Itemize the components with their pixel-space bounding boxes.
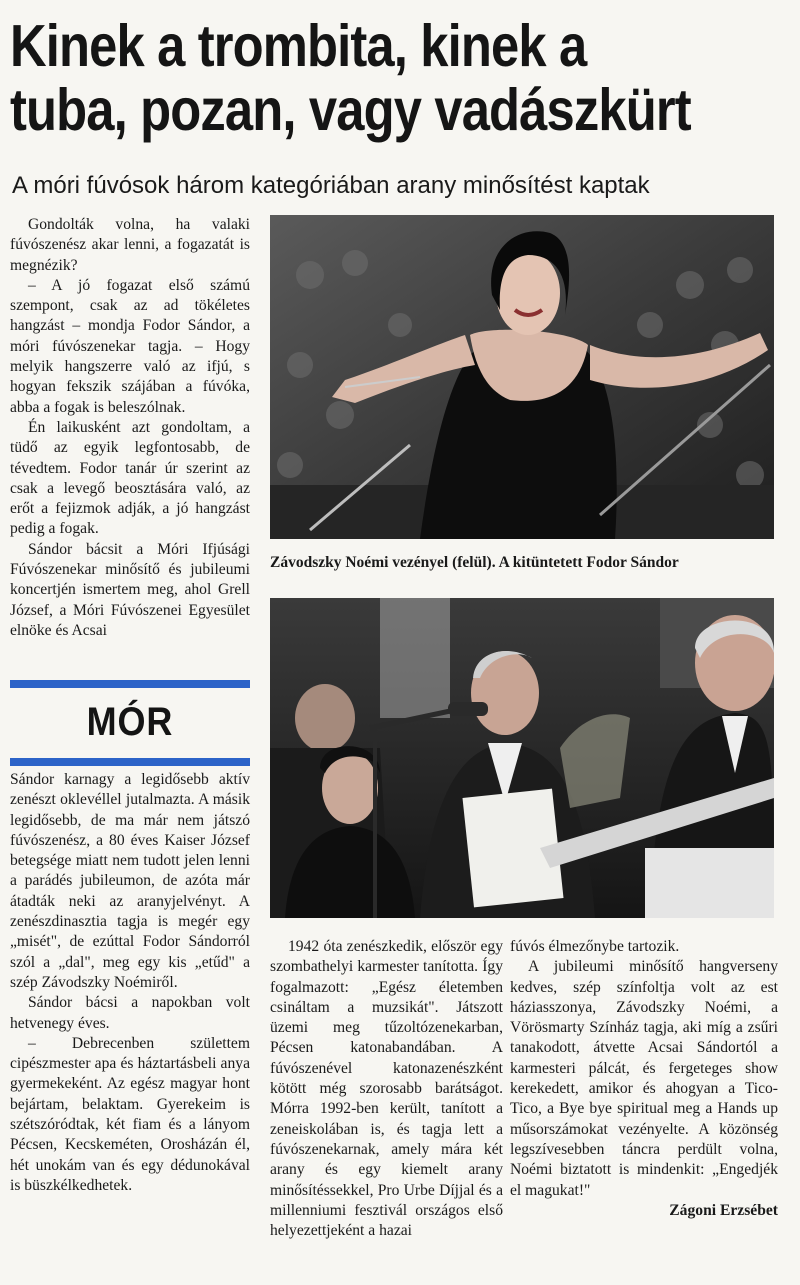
section-divider-bottom — [10, 758, 250, 766]
section-divider-top — [10, 680, 250, 688]
paragraph: A jubileumi minősítő hangverseny kedves, szép színfoltja volt az est háziasszonya, Závodszky Noémi, a Vörösmarty Színház tagja, aki míg a zsűri tanakodott, átvette Acsai Sándortól a karmesteri pálcát, és fergeteges show kerekedett, amikor és ahogyan a Tico-Tico, a Bye bye spiritual meg a Hands up műsorszámokat vezényelte. A közönség legszívesebben táncra perdült volna, Noémi biztatott is mindenkit: „Engedjék el magukat!" — [510, 958, 778, 1199]
conductor-photo-image — [270, 215, 774, 539]
paragraph: Sándor karnagy a legidősebb aktív zenészt oklevéllel jutalmazta. A másik legidősebb, de ma már nem játszó fúvószenész, a 80 éves Kaiser József betegsége miatt nem tudott jelen lenni a parádés jubileumon, de azóta már átadták neki az aranyjelvényt. A zenészdinasztia tagja is megér egy „misét", de ezúttal Fodor Sándorról szól a „dal", meg egy kis „etűd" a szép Závodszky Noémiről. — [10, 771, 250, 991]
award-ceremony-image — [270, 598, 774, 918]
section-label: MÓR — [86, 700, 174, 744]
headline — [10, 13, 691, 143]
photo-caption: Závodszky Noémi vezényel (felül). A kitüntetett Fodor Sándor — [270, 554, 679, 571]
headline-line-2: tuba, pozan, vagy vadászkürt — [10, 77, 691, 143]
headline-line-1: Kinek a trombita, kinek a — [10, 13, 587, 79]
conductor-photo — [270, 215, 774, 539]
author-byline: Zágoni Erzsébet — [669, 1201, 778, 1219]
paragraph: Én laikusként azt gondoltam, a tüdő az egyik legfontosabb, de tévedtem. Fodor tanár úr szerint az csak a levegő beosztására való, az erőt a fejizmok adják, a jó hangzást pedig a fogak. — [10, 418, 250, 538]
subheadline: A móri fúvósok három kategóriában arany minősítést kaptak — [12, 172, 650, 199]
column-1-bottom — [10, 770, 250, 1196]
award-ceremony-photo — [270, 598, 774, 918]
column-3 — [510, 937, 778, 1221]
paragraph: fúvós élmezőnybe tartozik. — [510, 938, 680, 955]
column-1-top — [10, 215, 250, 641]
paragraph: – A jó fogazat első számú szempont, csak az ad tökéletes hangzást – mondja Fodor Sándor, a móri fúvószenekar tagja. – Hogy melyik hangszerre való az ifjú, s hogyan fekszik szájában a fúvóka, abba a fogak is beleszólnak. — [10, 276, 250, 416]
paragraph: Gondolták volna, ha valaki fúvószenész akar lenni, a fogazatát is megnézik? — [10, 216, 250, 274]
column-2 — [270, 937, 503, 1241]
paragraph: Sándor bácsi a napokban volt hetvenegy éves. — [10, 994, 250, 1032]
paragraph: 1942 óta zenészkedik, először egy szombathelyi karmester tanította. Így fogalmazott: „Egész életemben csináltam a muzsikát". Játszott üzemi meg tűzoltózenekarban, Pécsen katonabandában. A fúvószenével katonazenészként kötött még szorosabb barátságot. Mórra 1992-ben került, tanított a zeneiskolában is, és tagja lett a fúvószenekarnak, amely mára két arany és egy kiemelt arany minősítéssekkel, Pro Urbe Díjjal és a millenniumi fesztivál országos első helyezettjeként a hazai — [270, 938, 503, 1240]
paragraph: Sándor bácsit a Móri Ifjúsági Fúvószenekar minősítő és jubileumi koncertjén ismertem meg, ahol Grell József, a Móri Fúvószenei Egyesület elnöke és Acsai — [10, 540, 250, 639]
paragraph: – Debrecenben születtem cipészmester apa és háztartásbeli anya gyermekeként. Az egész magyar hont bejártam, belaktam. Gyerekeim is szétszóródtak, két fiam és a lányom Pécsen, Kecskeméten, Orosházán él, hét unokám van és egy dédunokával is büszkélkedhetek. — [10, 1034, 250, 1194]
